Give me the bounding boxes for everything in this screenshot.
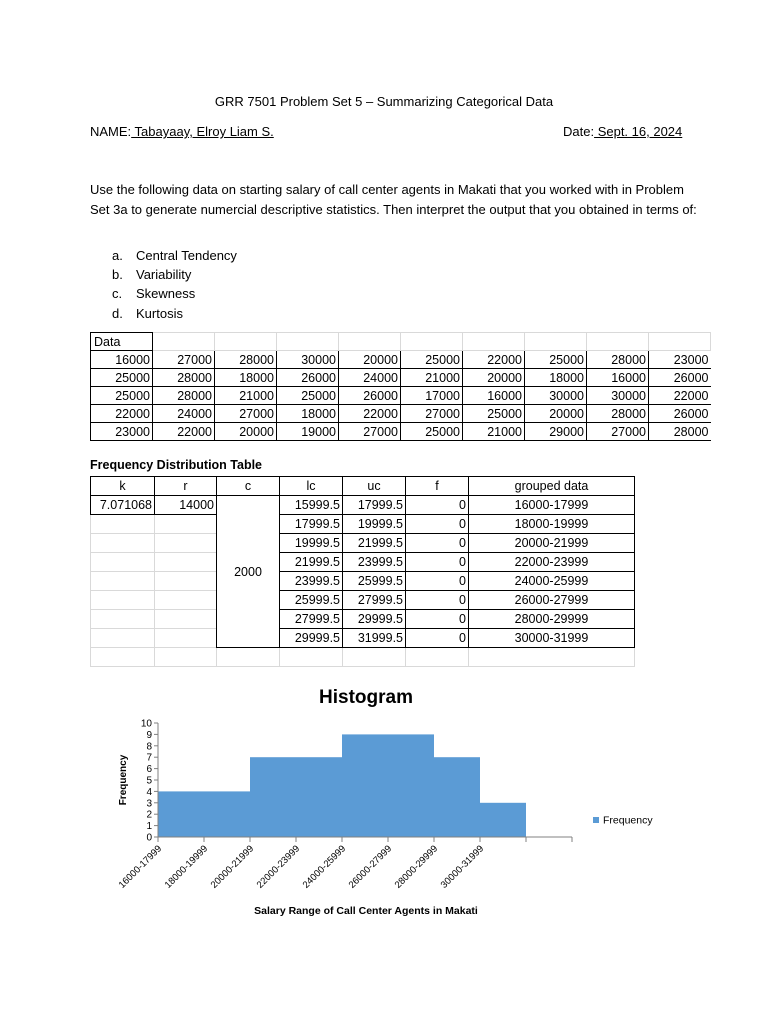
upper-class-boundary: 25999.5 — [343, 572, 406, 591]
empty-cell — [91, 610, 155, 629]
header-f: f — [406, 477, 469, 496]
table-row — [91, 610, 635, 629]
empty-cell — [91, 534, 155, 553]
empty-cell — [155, 648, 217, 667]
grouped-data-value: 22000-23999 — [469, 553, 635, 572]
empty-cell — [155, 553, 217, 572]
data-cell: 25000 — [401, 423, 463, 441]
empty-cell — [155, 515, 217, 534]
list-text: Skewness — [136, 286, 196, 302]
data-cell: 27000 — [153, 351, 215, 369]
data-cell: 28000 — [153, 369, 215, 387]
c-value: 2000 — [217, 496, 280, 648]
data-cell: 24000 — [153, 405, 215, 423]
data-cell: 25000 — [525, 351, 587, 369]
legend-label: Frequency — [603, 814, 653, 827]
data-cell: 22000 — [463, 351, 525, 369]
y-tick-label: 1 — [146, 821, 152, 833]
grouped-data-value: 24000-25999 — [469, 572, 635, 591]
y-tick-label: 8 — [146, 741, 152, 753]
data-cell: 21000 — [401, 369, 463, 387]
x-tick-label: 22000-23999 — [254, 843, 303, 891]
list-text: Variability — [136, 267, 192, 283]
instructions-paragraph: Use the following data on starting salary of call center agents in Makati that you worked with in Problem Set 3a to generate numercial descriptive statistics. Then interpret the output that you obtained in terms of: — [90, 182, 697, 217]
data-cell: 25000 — [91, 387, 153, 405]
empty-cell — [155, 629, 217, 648]
table-row — [91, 591, 635, 610]
upper-class-boundary: 19999.5 — [343, 515, 406, 534]
upper-class-boundary: 29999.5 — [343, 610, 406, 629]
empty-cell — [91, 591, 155, 610]
lower-class-boundary: 25999.5 — [280, 591, 343, 610]
data-cell: 28000 — [587, 351, 649, 369]
x-tick-label: 24000-25999 — [300, 843, 349, 891]
header-lc: lc — [280, 477, 343, 496]
histogram-bar — [204, 791, 250, 837]
data-cell: 26000 — [277, 369, 339, 387]
table-header-row — [91, 333, 711, 351]
frequency-value: 0 — [406, 629, 469, 648]
list-item — [112, 265, 237, 284]
y-tick-label: 4 — [146, 786, 152, 798]
data-cell: 17000 — [401, 387, 463, 405]
frequency-value: 0 — [406, 515, 469, 534]
salary-data-table — [90, 332, 711, 441]
table-row — [91, 387, 711, 405]
empty-cell — [155, 591, 217, 610]
data-cell: 20000 — [339, 351, 401, 369]
frequency-value: 0 — [406, 553, 469, 572]
r-value: 14000 — [155, 496, 217, 515]
data-cell: 25000 — [91, 369, 153, 387]
empty-cell — [280, 648, 343, 667]
y-tick-label: 10 — [140, 718, 152, 730]
header-uc: uc — [343, 477, 406, 496]
y-tick-label: 7 — [146, 752, 152, 764]
lower-class-boundary: 27999.5 — [280, 610, 343, 629]
x-tick-label: 28000-29999 — [392, 843, 441, 891]
data-cell: 28000 — [215, 351, 277, 369]
data-cell: 26000 — [649, 369, 711, 387]
name-value: Tabayaay, Elroy Liam S. — [131, 124, 274, 139]
empty-cell — [155, 572, 217, 591]
upper-class-boundary: 21999.5 — [343, 534, 406, 553]
header-r: r — [155, 477, 217, 496]
histogram-bar — [250, 757, 296, 837]
data-cell: 28000 — [649, 423, 711, 441]
grouped-data-value: 26000-27999 — [469, 591, 635, 610]
lower-class-boundary: 21999.5 — [280, 553, 343, 572]
frequency-value: 0 — [406, 496, 469, 515]
data-cell: 27000 — [587, 423, 649, 441]
data-cell: 26000 — [339, 387, 401, 405]
x-tick-label: 26000-27999 — [346, 843, 395, 891]
lower-class-boundary: 19999.5 — [280, 534, 343, 553]
x-tick-label: 18000-19999 — [162, 843, 211, 891]
data-cell: 22000 — [153, 423, 215, 441]
data-cell: 25000 — [277, 387, 339, 405]
frequency-distribution-table — [90, 476, 635, 667]
data-cell: 23000 — [649, 351, 711, 369]
list-letter: a. — [112, 248, 123, 263]
frequency-value: 0 — [406, 534, 469, 553]
name-label: NAME: — [90, 124, 132, 139]
name-line — [90, 124, 274, 139]
data-cell: 21000 — [215, 387, 277, 405]
chart-title: Histogram — [319, 687, 413, 708]
y-tick-label: 6 — [146, 764, 152, 776]
data-label-cell: Data — [91, 333, 153, 351]
x-tick-label: 16000-17999 — [116, 843, 165, 891]
table-header-row — [91, 477, 635, 496]
data-cell: 18000 — [525, 369, 587, 387]
header-grouped-data: grouped data — [469, 477, 635, 496]
y-tick-label: 9 — [146, 729, 152, 741]
histogram-bar — [434, 757, 480, 837]
legend-swatch — [593, 817, 599, 823]
y-tick-label: 2 — [146, 809, 152, 821]
histogram-bar — [342, 734, 388, 837]
data-cell: 27000 — [339, 423, 401, 441]
histogram-chart — [90, 680, 690, 930]
empty-cell — [649, 333, 711, 351]
list-text: Kurtosis — [136, 305, 183, 321]
k-value: 7.071068 — [91, 496, 155, 515]
frequency-value: 0 — [406, 572, 469, 591]
empty-cell — [91, 648, 155, 667]
upper-class-boundary: 17999.5 — [343, 496, 406, 515]
y-axis-title: Frequency — [118, 754, 129, 806]
freq-table-title: Frequency Distribution Table — [90, 458, 263, 472]
data-cell: 30000 — [277, 351, 339, 369]
empty-cell — [525, 333, 587, 351]
data-cell: 19000 — [277, 423, 339, 441]
topic-list — [112, 246, 237, 323]
date-line — [563, 124, 682, 139]
empty-cell — [401, 333, 463, 351]
upper-class-boundary: 23999.5 — [343, 553, 406, 572]
data-cell: 22000 — [649, 387, 711, 405]
list-item — [112, 284, 237, 303]
table-row — [91, 553, 635, 572]
upper-class-boundary: 31999.5 — [343, 629, 406, 648]
empty-cell — [153, 333, 215, 351]
data-cell: 21000 — [463, 423, 525, 441]
empty-cell — [91, 553, 155, 572]
empty-cell — [469, 648, 635, 667]
list-letter: c. — [112, 286, 123, 302]
table-row — [91, 648, 635, 667]
y-tick-label: 5 — [146, 775, 152, 787]
table-row — [91, 515, 635, 534]
histogram-bar — [388, 734, 434, 837]
table-row — [91, 496, 635, 515]
lower-class-boundary: 29999.5 — [280, 629, 343, 648]
grouped-data-value: 28000-29999 — [469, 610, 635, 629]
empty-cell — [343, 648, 406, 667]
date-label: Date: — [563, 124, 595, 139]
data-cell: 28000 — [153, 387, 215, 405]
list-letter: d. — [112, 305, 123, 321]
data-cell: 18000 — [215, 369, 277, 387]
frequency-value: 0 — [406, 591, 469, 610]
table-row — [91, 351, 711, 369]
table-row — [91, 629, 635, 648]
data-cell: 30000 — [587, 387, 649, 405]
table-row — [91, 572, 635, 591]
data-cell: 24000 — [339, 369, 401, 387]
empty-cell — [215, 333, 277, 351]
list-item — [112, 304, 237, 323]
lower-class-boundary: 17999.5 — [280, 515, 343, 534]
data-cell: 22000 — [339, 405, 401, 423]
list-text: Central Tendency — [136, 248, 237, 263]
empty-cell — [217, 648, 280, 667]
grouped-data-value: 16000-17999 — [469, 496, 635, 515]
grouped-data-value: 20000-21999 — [469, 534, 635, 553]
empty-cell — [277, 333, 339, 351]
data-cell: 23000 — [91, 423, 153, 441]
table-row — [91, 534, 635, 553]
data-cell: 16000 — [463, 387, 525, 405]
data-cell: 26000 — [649, 405, 711, 423]
empty-cell — [91, 515, 155, 534]
table-row — [91, 405, 711, 423]
empty-cell — [587, 333, 649, 351]
frequency-value: 0 — [406, 610, 469, 629]
data-cell: 30000 — [525, 387, 587, 405]
empty-cell — [463, 333, 525, 351]
histogram-bar — [296, 757, 342, 837]
histogram-bar — [480, 803, 526, 837]
lower-class-boundary: 23999.5 — [280, 572, 343, 591]
data-cell: 22000 — [91, 405, 153, 423]
empty-cell — [406, 648, 469, 667]
data-cell: 25000 — [463, 405, 525, 423]
data-cell: 20000 — [215, 423, 277, 441]
y-tick-label: 0 — [146, 832, 152, 844]
data-cell: 27000 — [215, 405, 277, 423]
empty-cell — [339, 333, 401, 351]
y-tick-label: 3 — [146, 798, 152, 810]
list-item — [112, 246, 237, 265]
lower-class-boundary: 15999.5 — [280, 496, 343, 515]
table-row — [91, 369, 711, 387]
data-cell: 28000 — [587, 405, 649, 423]
data-cell: 16000 — [91, 351, 153, 369]
empty-cell — [155, 610, 217, 629]
data-cell: 29000 — [525, 423, 587, 441]
header-c: c — [217, 477, 280, 496]
data-cell: 16000 — [587, 369, 649, 387]
x-tick-label: 20000-21999 — [208, 843, 257, 891]
x-axis-title: Salary Range of Call Center Agents in Makati — [254, 905, 478, 917]
empty-cell — [155, 534, 217, 553]
empty-cell — [91, 572, 155, 591]
empty-cell — [91, 629, 155, 648]
list-letter: b. — [112, 267, 123, 283]
table-row — [91, 423, 711, 441]
grouped-data-value: 30000-31999 — [469, 629, 635, 648]
data-cell: 25000 — [401, 351, 463, 369]
x-tick-label: 30000-31999 — [438, 843, 487, 891]
data-cell: 18000 — [277, 405, 339, 423]
date-value: Sept. 16, 2024 — [594, 124, 683, 139]
header-k: k — [91, 477, 155, 496]
histogram-bar — [158, 791, 204, 837]
data-cell: 20000 — [525, 405, 587, 423]
grouped-data-value: 18000-19999 — [469, 515, 635, 534]
upper-class-boundary: 27999.5 — [343, 591, 406, 610]
document-title: GRR 7501 Problem Set 5 – Summarizing Categorical Data — [214, 94, 554, 109]
data-cell: 20000 — [463, 369, 525, 387]
data-cell: 27000 — [401, 405, 463, 423]
